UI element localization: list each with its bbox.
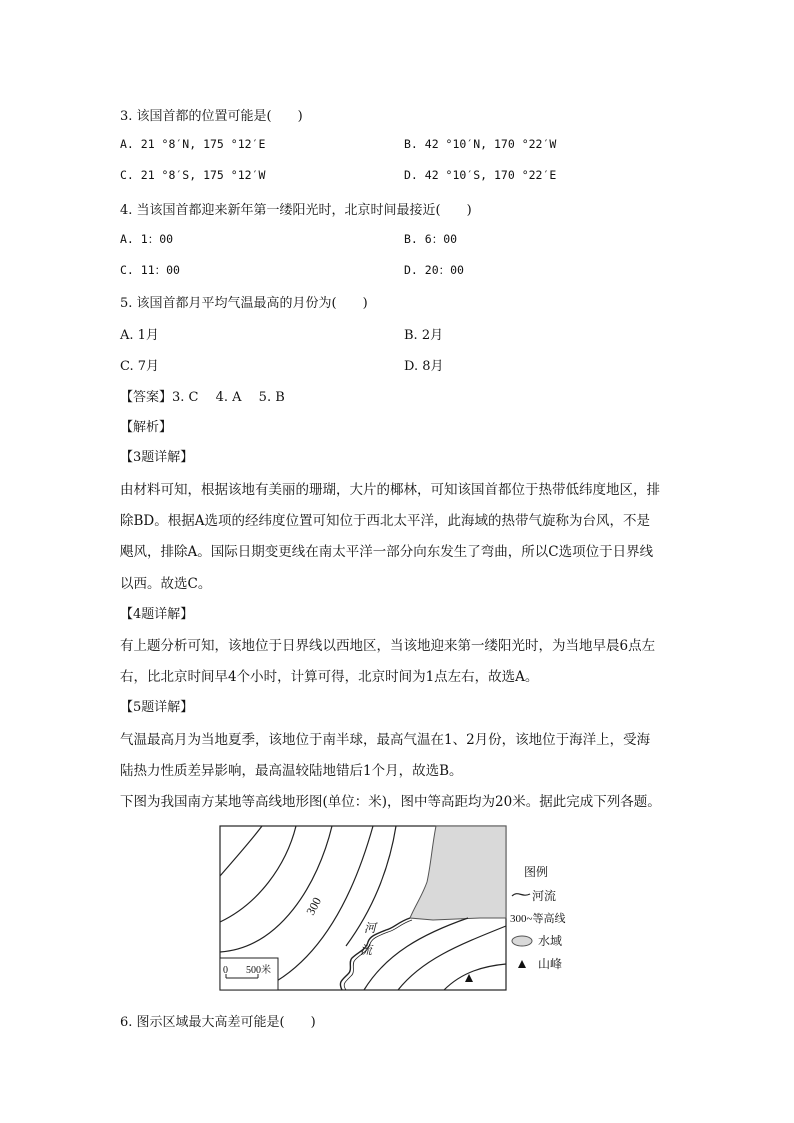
- contour-label-300: 300: [303, 894, 325, 918]
- scale-zero: 0: [223, 965, 228, 976]
- map-intro: 下图为我国南方某地等高线地形图(单位：米)，图中等高距均为20米。据此完成下列各题。: [120, 794, 661, 810]
- legend-peak: 山峰: [538, 957, 563, 971]
- detail-4-line-2: 右，比北京时间早4个小时，计算可得，北京时间为1点左右，故选A。: [120, 669, 539, 685]
- q3-option-a: A. 21 °8′N, 175 °12′E: [120, 137, 266, 151]
- legend-river: 河流: [532, 889, 557, 903]
- q5-option-d: D. 8月: [404, 359, 444, 374]
- detail-5-line-2: 陆热力性质差异影响，最高温较陆地错后1个月，故选B。: [120, 763, 463, 779]
- q4-option-b: B. 6：00: [404, 232, 458, 246]
- legend-contour: 300~等高线: [510, 913, 566, 925]
- q4-option-c: C. 11：00: [120, 263, 180, 277]
- question-3-stem: 3. 该国首都的位置可能是( ): [120, 109, 303, 124]
- q4-option-d: D. 20：00: [404, 263, 464, 277]
- detail-4-line-1: 有上题分析可知，该地位于日界线以西地区，当该地迎来第一缕阳光时，为当地早晨6点左: [120, 638, 656, 654]
- detail-3-line-4: 以西。故选C。: [120, 576, 212, 592]
- answer-line: 【答案】3. C 4. A 5. B: [120, 390, 285, 405]
- q5-option-c: C. 7月: [120, 359, 160, 374]
- legend-peak-icon: [518, 960, 526, 968]
- detail-3-line-1: 由材料可知，根据该地有美丽的珊瑚，大片的椰林，可知该国首都位于热带低纬度地区，排: [120, 482, 660, 498]
- q5-option-b: B. 2月: [404, 328, 444, 343]
- detail-3-line-2: 除BD。根据A选项的经纬度位置可知位于西北太平洋，此海域的热带气旋称为台风，不是: [120, 513, 650, 529]
- q3-option-d: D. 42 °10′S, 170 °22′E: [404, 168, 557, 182]
- legend-river-icon: [512, 894, 530, 896]
- q3-option-b: B. 42 °10′N, 170 °22′W: [404, 137, 557, 151]
- q4-option-a: A. 1：00: [120, 232, 174, 246]
- detail-4-title: 【4题详解】: [120, 607, 194, 622]
- detail-3-line-3: 飓风，排除A。国际日期变更线在南太平洋一部分向东发生了弯曲，所以C选项位于日界线: [120, 544, 654, 560]
- scale-500: 500米: [246, 965, 271, 976]
- detail-5-line-1: 气温最高月为当地夏季，该地位于南半球，最高气温在1、2月份，该地位于海洋上，受海: [120, 732, 651, 748]
- detail-5-title: 【5题详解】: [120, 700, 194, 715]
- question-6-stem: 6. 图示区域最大高差可能是( ): [120, 1015, 316, 1030]
- legend-title: 图例: [524, 865, 549, 879]
- legend-water: 水域: [538, 934, 563, 948]
- contour-map: [218, 824, 596, 994]
- river-label-2: 流: [360, 943, 373, 957]
- q3-option-c: C. 21 °8′S, 175 °12′W: [120, 168, 266, 182]
- detail-3-title: 【3题详解】: [120, 450, 194, 465]
- question-5-stem: 5. 该国首都月平均气温最高的月份为( ): [120, 296, 368, 311]
- question-4-stem: 4. 当该国首都迎来新年第一缕阳光时，北京时间最接近( ): [120, 203, 472, 218]
- q5-option-a: A. 1月: [120, 328, 159, 343]
- river-label-1: 河: [364, 921, 377, 935]
- legend-water-icon: [512, 936, 532, 946]
- analysis-title: 【解析】: [120, 420, 173, 435]
